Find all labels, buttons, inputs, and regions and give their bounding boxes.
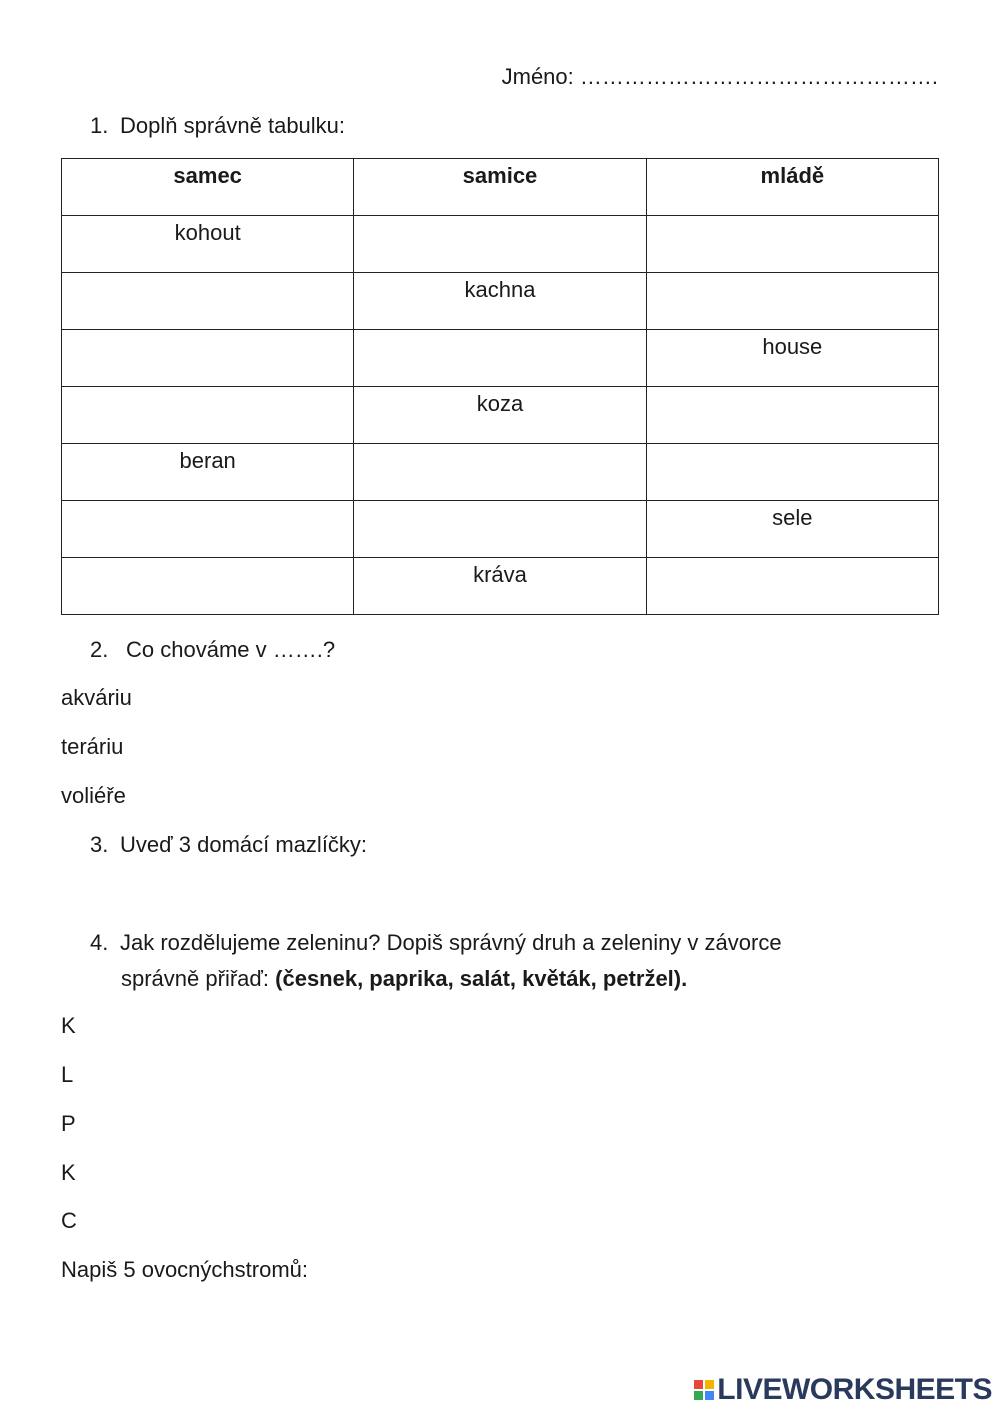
question-number: 3. [90,832,109,857]
column-header-young: mládě [646,159,938,216]
question-5-text: Napiš 5 ovocnýchstromů: [61,1257,308,1282]
question-2 [90,637,335,663]
table-row [62,273,939,330]
table-cell: sele [646,501,938,558]
table-row [62,216,939,273]
table-cell-blank[interactable] [646,387,938,444]
vegetable-category-letter[interactable]: K [61,1160,76,1185]
vegetable-category-letter[interactable]: C [61,1208,77,1233]
table-cell-blank[interactable] [354,501,646,558]
column-header-female: samice [354,159,646,216]
list-item[interactable]: voliéře [61,783,126,808]
table-cell: kráva [354,558,646,615]
table-cell-blank[interactable] [646,273,938,330]
table-cell-blank[interactable] [646,444,938,501]
vegetable-category-letter[interactable]: P [61,1111,76,1136]
table-cell-blank[interactable] [62,387,354,444]
logo-text: LIVEWORKSHEETS [717,1373,992,1406]
table-cell-blank[interactable] [646,558,938,615]
vegetable-category-letter[interactable]: K [61,1013,76,1038]
table-row [62,330,939,387]
table-cell-blank[interactable] [354,216,646,273]
logo-mark-icon [694,1380,714,1400]
question-text: Doplň správně tabulku: [120,113,346,138]
vegetable-list: (česnek, paprika, salát, květák, petržel). [275,966,688,991]
table-header-row [62,159,939,216]
table-row [62,558,939,615]
animal-table [61,158,939,615]
liveworksheets-logo [694,1373,992,1407]
list-item[interactable]: teráriu [61,734,124,759]
table-row [62,501,939,558]
column-header-male: samec [62,159,354,216]
table-row [62,444,939,501]
table-cell-blank[interactable] [646,216,938,273]
table-cell-blank[interactable] [62,501,354,558]
table-cell: beran [62,444,354,501]
table-cell-blank[interactable] [62,273,354,330]
name-field-label: Jméno: …………………………………………. [501,64,938,89]
question-text: Jak rozdělujeme zeleninu? Dopiš správný druh a zeleniny v závorce [120,930,782,955]
question-text: Uveď 3 domácí mazlíčky: [120,832,368,857]
question-3 [90,832,367,858]
question-text: Co chováme v …….? [126,637,336,662]
question-4 [90,930,782,956]
table-cell-blank[interactable] [354,330,646,387]
table-row [62,387,939,444]
table-cell: house [646,330,938,387]
question-number: 2. [90,637,109,662]
list-item[interactable]: akváriu [61,685,132,710]
table-cell-blank[interactable] [62,558,354,615]
question-number: 4. [90,930,109,955]
table-cell: kohout [62,216,354,273]
table-cell-blank[interactable] [62,330,354,387]
vegetable-category-letter[interactable]: L [61,1062,74,1087]
question-text: správně přiřaď: [121,966,276,991]
table-cell: koza [354,387,646,444]
question-4-continuation [121,966,687,992]
question-1 [90,113,345,139]
question-number: 1. [90,113,109,138]
table-cell: kachna [354,273,646,330]
table-cell-blank[interactable] [354,444,646,501]
